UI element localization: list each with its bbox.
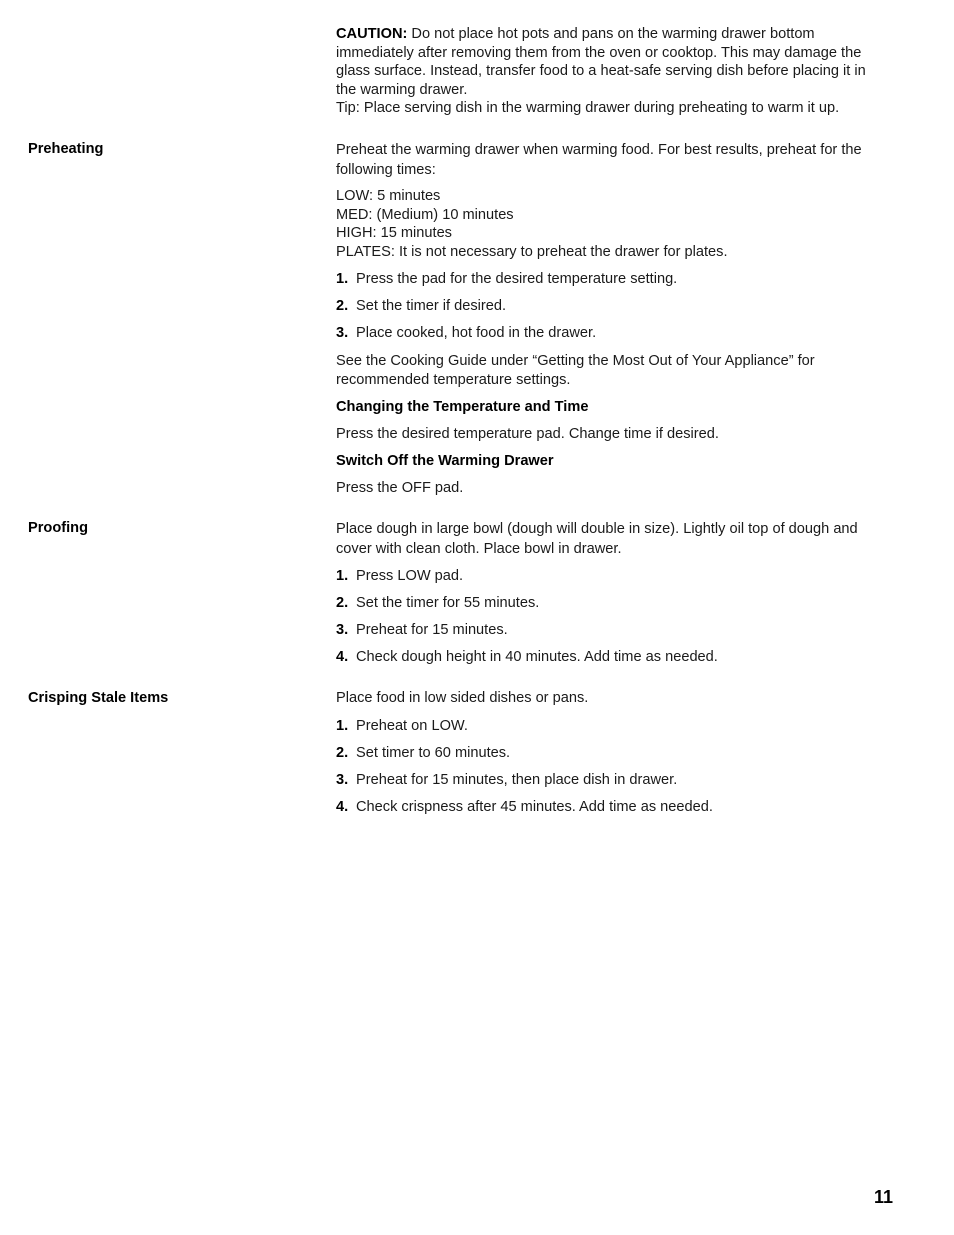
preheating-section — [336, 140, 886, 497]
crisping-intro: Place food in low sided dishes or pans. — [336, 690, 589, 706]
list-item — [336, 297, 886, 316]
step-number: 1. — [336, 568, 349, 584]
caution-text: Do not place hot pots and pans on the warming drawer bottom immediately after removing them from the oven or cooktop. This may damage the glass surface. Instead, transfer food to a heat-safe serving dish before placing it in the warming drawer. — [336, 26, 866, 98]
preheat-times-list — [336, 187, 886, 261]
caution-label: CAUTION: — [336, 26, 408, 42]
step-number: 1. — [336, 718, 349, 734]
change-temperature-heading: Changing the Temperature and Time — [336, 398, 589, 415]
step-number: 2. — [336, 745, 349, 761]
crisping-label: Crisping Stale Items — [28, 690, 169, 706]
list-item — [336, 717, 886, 736]
step-number: 3. — [336, 622, 349, 638]
proofing-section — [336, 519, 886, 667]
caution-section — [336, 25, 886, 118]
proofing-label: Proofing — [28, 520, 88, 536]
preheat-time-plates: PLATES: It is not necessary to preheat the drawer for plates. — [336, 243, 728, 260]
step-number: 2. — [336, 595, 349, 611]
step-number: 3. — [336, 772, 349, 788]
step-text: Preheat on LOW. — [356, 718, 468, 734]
see-cooking-guide: See the Cooking Guide under “Getting the Most Out of Your Appliance” for recommended temperature settings. — [336, 353, 815, 388]
switch-off-heading: Switch Off the Warming Drawer — [336, 452, 554, 469]
step-number: 3. — [336, 325, 349, 341]
caution-paragraph — [336, 25, 886, 99]
list-item — [336, 567, 886, 586]
step-text: Press the pad for the desired temperature setting. — [356, 271, 678, 287]
step-text: Preheat for 15 minutes, then place dish in drawer. — [356, 772, 678, 788]
list-item — [336, 594, 886, 613]
preheat-time-low: LOW: 5 minutes — [336, 188, 441, 204]
step-text: Check dough height in 40 minutes. Add time as needed. — [356, 649, 718, 665]
list-item — [336, 798, 886, 817]
list-item — [336, 621, 886, 640]
list-item — [336, 648, 886, 667]
list-item — [336, 771, 886, 790]
step-text: Set the timer if desired. — [356, 298, 507, 314]
step-number: 2. — [336, 298, 349, 314]
preheating-label: Preheating — [28, 141, 104, 157]
preheating-intro: Preheat the warming drawer when warming food. For best results, preheat for the following times: — [336, 142, 862, 178]
crisping-section — [336, 689, 886, 817]
step-number: 1. — [336, 271, 349, 287]
list-item — [336, 324, 886, 343]
caution-tip: Tip: Place serving dish in the warming drawer during preheating to warm it up. — [336, 100, 840, 116]
preheat-time-high: HIGH: 15 minutes — [336, 225, 452, 241]
step-number: 4. — [336, 649, 349, 665]
preheat-time-med: MED: (Medium) 10 minutes — [336, 206, 514, 223]
step-text: Set timer to 60 minutes. — [356, 745, 511, 761]
list-item — [336, 744, 886, 763]
switch-off-text: Press the OFF pad. — [336, 479, 464, 496]
step-text: Preheat for 15 minutes. — [356, 622, 508, 638]
step-number: 4. — [336, 799, 349, 815]
step-text: Press LOW pad. — [356, 568, 464, 584]
page-number: 11 — [874, 1187, 894, 1207]
step-text: Check crispness after 45 minutes. Add time as needed. — [356, 799, 713, 815]
change-temperature-text: Press the desired temperature pad. Change time if desired. — [336, 425, 719, 442]
proofing-intro: Place dough in large bowl (dough will double in size). Lightly oil top of dough and cover with clean cloth. Place bowl in drawer. — [336, 521, 858, 557]
step-text: Place cooked, hot food in the drawer. — [356, 325, 597, 341]
step-text: Set the timer for 55 minutes. — [356, 595, 540, 611]
list-item — [336, 270, 886, 289]
